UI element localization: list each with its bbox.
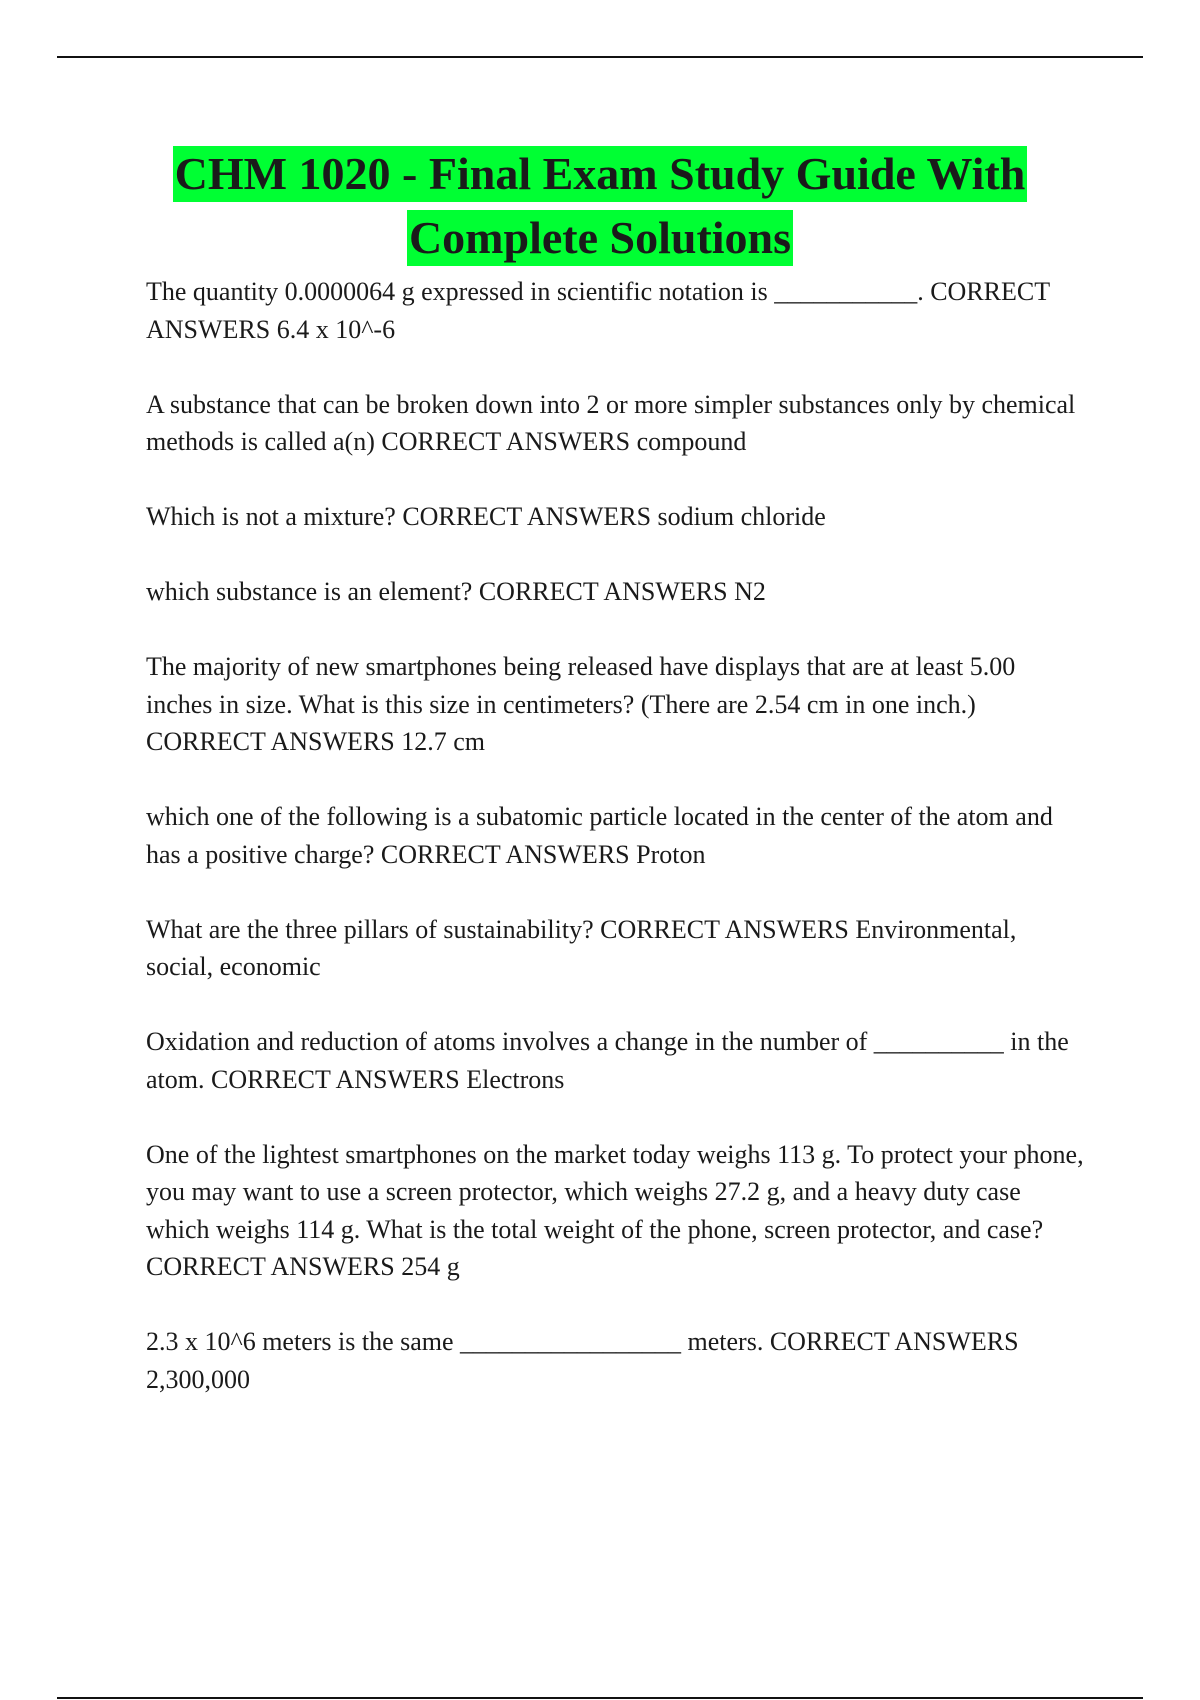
- document-title: [100, 146, 1100, 274]
- top-rule: [57, 56, 1143, 58]
- title-line-2: Complete Solutions: [407, 210, 793, 266]
- bottom-rule: [57, 1697, 1143, 1699]
- question-answer-list: [146, 273, 1086, 1436]
- qa-item: Which is not a mixture? CORRECT ANSWERS sodium chloride: [146, 502, 826, 531]
- qa-item: One of the lightest smartphones on the market today weighs 113 g. To protect your phone, you may want to use a screen protector, which weighs 27.2 g, and a heavy duty case which weighs 114 g. What is the total weight of the phone, screen protector, and case? CORRECT ANSWERS 254 g: [146, 1139, 1084, 1281]
- qa-item: which one of the following is a subatomic particle located in the center of the atom and has a positive charge? CORRECT ANSWERS Proton: [146, 802, 1053, 869]
- qa-item: What are the three pillars of sustainability? CORRECT ANSWERS Environmental, social, economic: [146, 914, 1017, 981]
- qa-item: The quantity 0.0000064 g expressed in scientific notation is ___________. CORRECT ANSWERS 6.4 x 10^-6: [146, 277, 1050, 344]
- qa-item: A substance that can be broken down into 2 or more simpler substances only by chemical methods is called a(n) CORRECT ANSWERS compound: [146, 389, 1076, 456]
- title-line-1: CHM 1020 - Final Exam Study Guide With: [173, 146, 1028, 202]
- qa-item: Oxidation and reduction of atoms involves a change in the number of __________ in the atom. CORRECT ANSWERS Electrons: [146, 1027, 1069, 1094]
- qa-item: which substance is an element? CORRECT ANSWERS N2: [146, 577, 766, 606]
- qa-item: The majority of new smartphones being released have displays that are at least 5.00 inches in size. What is this size in centimeters? (There are 2.54 cm in one inch.) CORRECT ANSWERS 12.7 cm: [146, 652, 1016, 756]
- qa-item: 2.3 x 10^6 meters is the same _________________ meters. CORRECT ANSWERS 2,300,000: [146, 1327, 1019, 1394]
